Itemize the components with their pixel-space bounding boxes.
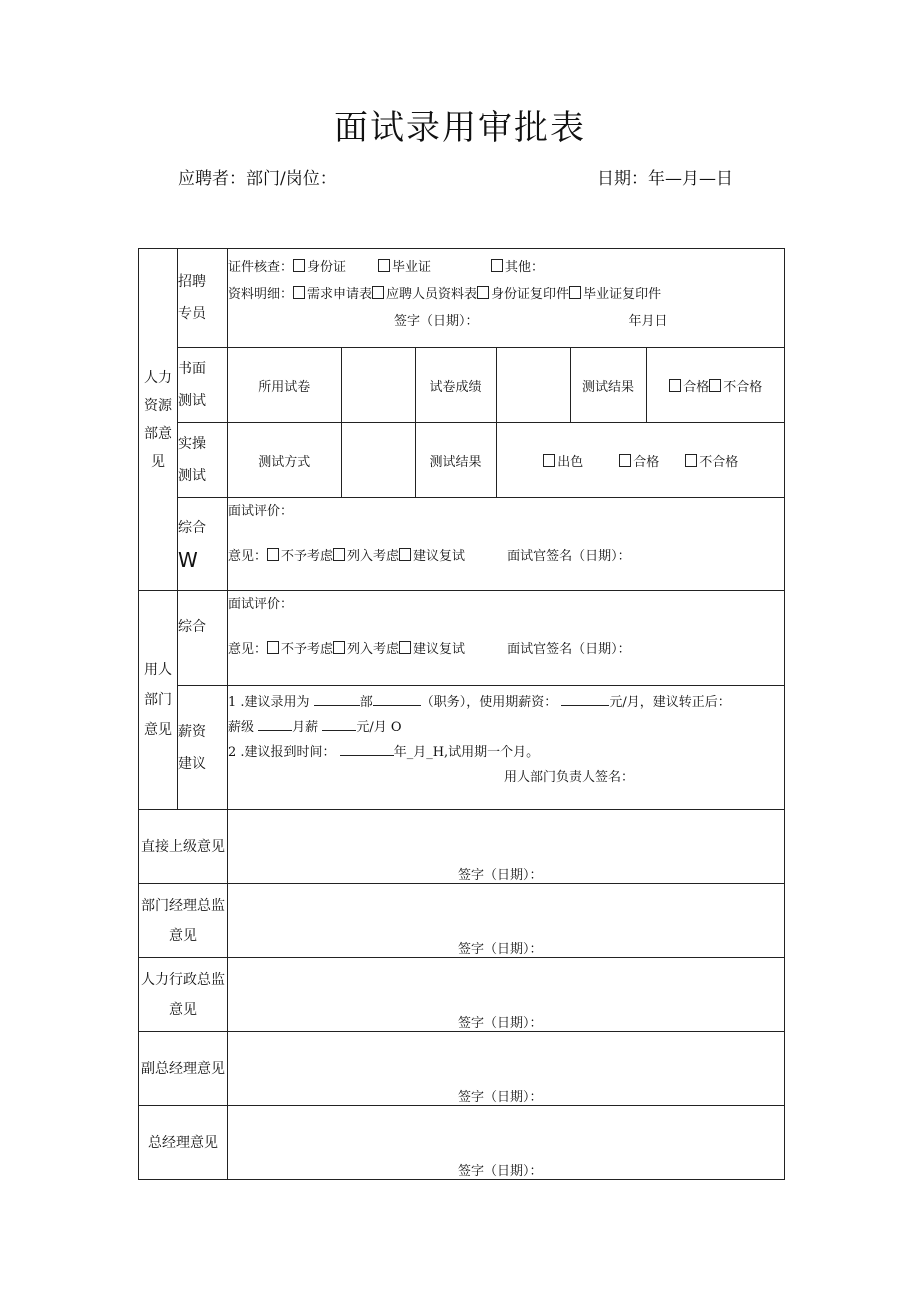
salary-grade-field[interactable] <box>258 717 292 731</box>
gm-opinion[interactable] <box>228 1106 785 1180</box>
practical-result-label: 测试结果 <box>415 423 496 497</box>
checkbox-id-card[interactable] <box>293 259 305 272</box>
hr-interviewer-sign-label: 面试官签名（日期）： <box>507 549 631 564</box>
written-test-grid <box>228 348 785 422</box>
checkbox-re-interview[interactable] <box>399 548 411 561</box>
checkbox-pass[interactable] <box>669 379 681 392</box>
sign-date-label: 签字（日期）： <box>458 1090 543 1105</box>
test-method-value[interactable] <box>341 423 415 497</box>
gm-label: 总经理意见 <box>139 1106 228 1180</box>
hr-section-label: 人力资源部意见 <box>139 249 178 591</box>
date-label: 日期：年—月—日 <box>597 169 733 189</box>
written-test-label: 书面测试 <box>178 348 228 423</box>
recruiter-content: 证件核查： 身份证 毕业证 其他： 资料明细： 需求申请表 应聘人员资料表 身份证复印件 毕业证复印件 签字（日期）： 年月日 <box>228 249 785 348</box>
sign-date-label: 签字（日期）： <box>458 868 543 883</box>
checkbox-requisition-form[interactable] <box>293 286 305 299</box>
hr-overall-label: 综合 W <box>178 498 228 591</box>
checkbox-not-consider[interactable] <box>267 641 279 654</box>
checkbox-re-interview[interactable] <box>399 641 411 654</box>
recruiter-sign-date: 年月日 <box>628 314 668 329</box>
checkbox-diploma-copy[interactable] <box>569 286 581 299</box>
dept-manager-director-label: 部门经理总监意见 <box>139 884 228 958</box>
position-title-field[interactable] <box>373 692 421 706</box>
monthly-salary-field[interactable] <box>322 717 356 731</box>
checkbox-fail[interactable] <box>709 379 721 392</box>
salary-suggestion-label: 薪资建议 <box>178 686 228 810</box>
recruiter-sign-label: 签字（日期）： <box>394 314 479 329</box>
dept-section-label: 用人部门意见 <box>139 591 178 810</box>
paper-score-label: 试卷成绩 <box>415 348 496 422</box>
paper-used-label: 所用试卷 <box>258 379 311 395</box>
probation-salary-field[interactable] <box>561 692 609 706</box>
sign-date-label: 签字（日期）： <box>458 1164 543 1179</box>
checkbox-consider[interactable] <box>333 641 345 654</box>
written-result-label: 测试结果 <box>570 348 646 422</box>
hr-admin-director-label: 人力行政总监意见 <box>139 958 228 1032</box>
hr-overall-content: 面试评价： 意见： 不予考虑 列入考虑 建议复试 面试官签名（日期）： <box>228 498 785 591</box>
written-result-options: 合格 不合格 <box>646 348 785 422</box>
position-dept-field[interactable] <box>314 692 360 706</box>
direct-supervisor-opinion[interactable] <box>228 810 785 884</box>
checkbox-not-consider[interactable] <box>267 548 279 561</box>
checkbox-diploma[interactable] <box>378 259 390 272</box>
checkbox-fail[interactable] <box>685 454 697 467</box>
test-method-label: 测试方式 <box>258 454 311 470</box>
checkbox-consider[interactable] <box>333 548 345 561</box>
checkbox-excellent[interactable] <box>543 454 555 467</box>
dept-interviewer-sign-label: 面试官签名（日期）： <box>507 642 631 657</box>
salary-suggestion-content: 1 .建议录用为 部 （职务），使用期薪资： 元/月，建议转正后： 薪级 月薪 元/月 O 2 .建议报到时间： 年_月_H,试用期一个月。 用人部门负责人签名： <box>228 686 785 810</box>
direct-supervisor-label: 直接上级意见 <box>139 810 228 884</box>
paper-used-value[interactable] <box>341 348 415 422</box>
practical-result-options: 出色 合格 不合格 <box>496 423 785 497</box>
deputy-gm-opinion[interactable] <box>228 1032 785 1106</box>
recruiter-label: 招聘专员 <box>178 249 228 348</box>
sign-date-label: 签字（日期）： <box>458 942 543 957</box>
deputy-gm-label: 副总经理意见 <box>139 1032 228 1106</box>
dept-manager-director-opinion[interactable] <box>228 884 785 958</box>
dept-head-sign-label: 用人部门负责人签名： <box>504 770 635 785</box>
checkbox-other[interactable] <box>491 259 503 272</box>
form-title: 面试录用审批表 <box>334 108 586 148</box>
dept-interview-eval-label: 面试评价： <box>228 597 294 612</box>
approval-form-table <box>138 248 785 1180</box>
checkbox-id-copy[interactable] <box>477 286 489 299</box>
sign-date-label: 签字（日期）： <box>458 1016 543 1031</box>
applicant-dept-position-label: 应聘者：部门/岗位： <box>178 169 337 189</box>
checkbox-applicant-info-form[interactable] <box>372 286 384 299</box>
dept-overall-content: 面试评价： 意见： 不予考虑 列入考虑 建议复试 面试官签名（日期）： <box>228 591 785 686</box>
practical-test-grid <box>228 423 785 497</box>
report-date-field[interactable] <box>340 742 394 756</box>
checkbox-pass[interactable] <box>619 454 631 467</box>
hr-interview-eval-label: 面试评价： <box>228 504 294 519</box>
dept-overall-label: 综合 <box>178 591 228 686</box>
paper-score-value[interactable] <box>496 348 570 422</box>
hr-admin-director-opinion[interactable] <box>228 958 785 1032</box>
practical-test-label: 实操测试 <box>178 423 228 498</box>
